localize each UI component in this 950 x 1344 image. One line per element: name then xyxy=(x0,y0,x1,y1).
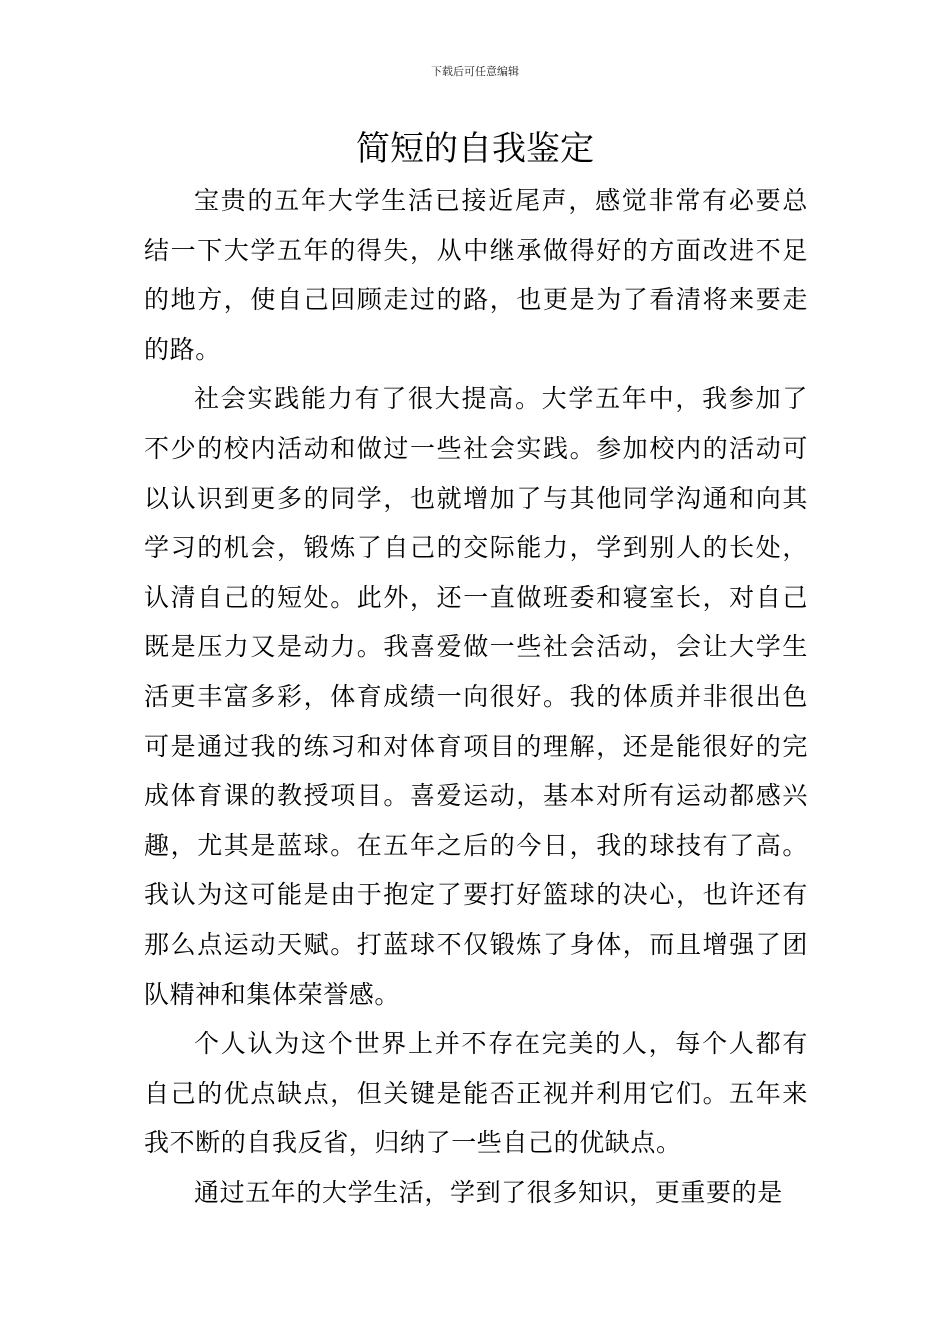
paragraph-4: 通过五年的大学生活，学到了很多知识，更重要的是 xyxy=(194,1177,783,1207)
page-title: 简短的自我鉴定 xyxy=(356,129,594,169)
paragraph-1: 宝贵的五年大学生活已接近尾声，感觉非常有必要总结一下大学五年的得失，从中继承做得好的方面改进不足的地方，使自己回顾走过的路，也更是为了看清将来要走的路。 xyxy=(144,186,808,364)
paragraph-2: 社会实践能力有了很大提高。大学五年中，我参加了不少的校内活动和做过一些社会实践。参加校内的活动可以认识到更多的同学，也就增加了与其他同学沟通和向其学习的机会，锻炼了自己的交际能力，学到别人的长处，认清自己的短处。此外，还一直做班委和寝室长，对自己既是压力又是动力。我喜爱做一些社会活动，会让大学生活更丰富多彩，体育成绩一向很好。我的体质并非很出色可是通过我的练习和对体育项目的理解，还是能很好的完成体育课的教授项目。喜爱运动，基本对所有运动都感兴趣，尤其是蓝球。在五年之后的今日，我的球技有了高。我认为这可能是由于抱定了要打好篮球的决心，也许还有那么点运动天赋。打蓝球不仅锻炼了身体，而且增强了团队精神和集体荣誉感。 xyxy=(144,384,808,1009)
header-note: 下载后可任意编辑 xyxy=(431,65,519,78)
paragraph-3: 个人认为这个世界上并不存在完美的人，每个人都有自己的优点缺点，但关键是能否正视并利用它们。五年来我不断的自我反省，归纳了一些自己的优缺点。 xyxy=(144,1029,808,1158)
document-body xyxy=(144,176,808,1217)
